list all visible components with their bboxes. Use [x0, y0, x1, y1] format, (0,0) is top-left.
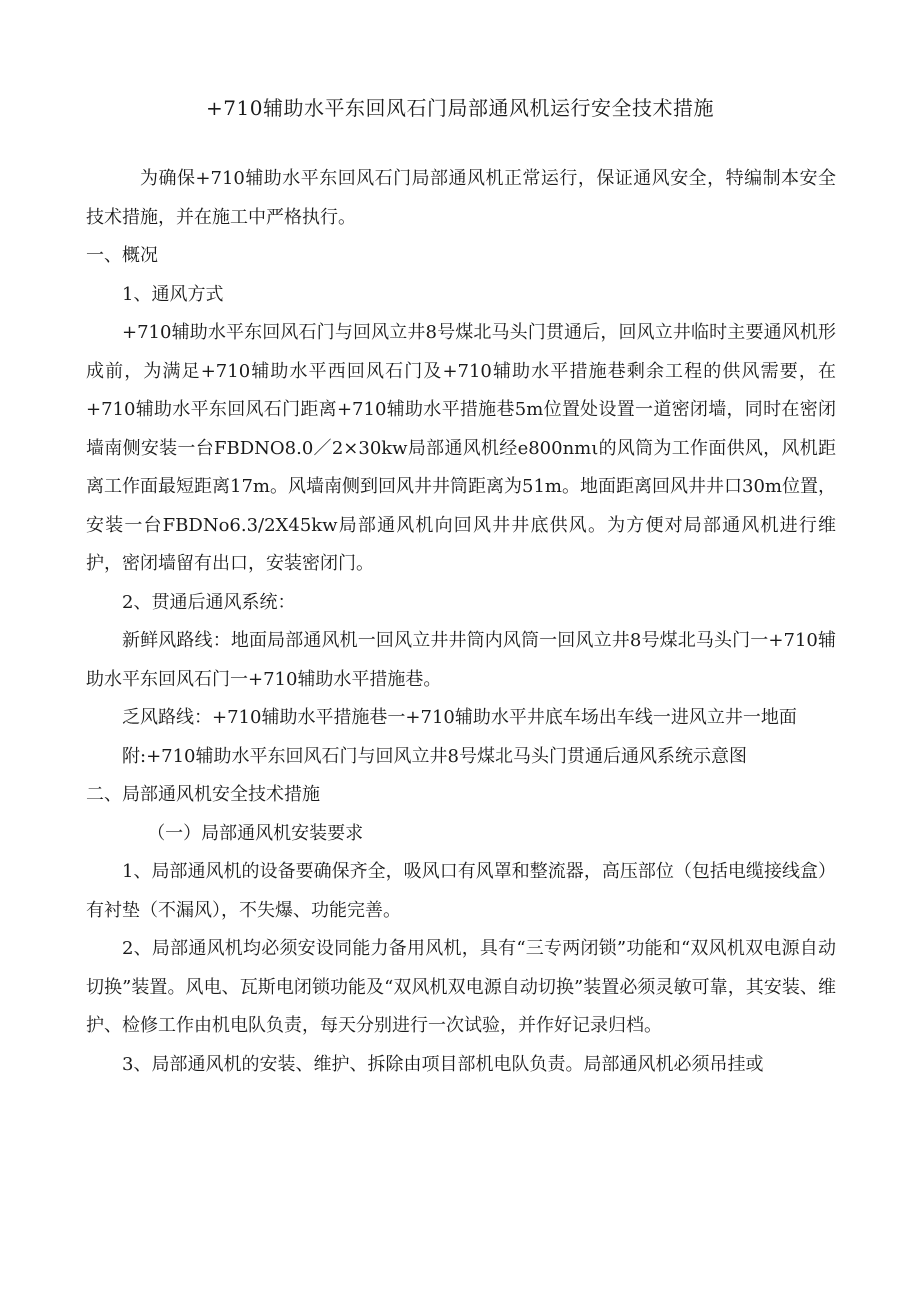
subheading-installation-requirements: （一）局部通风机安装要求 — [147, 822, 364, 844]
requirement-item-3: 3、局部通风机的安装、维护、拆除由项目部机电队负责。局部通风机必须吊挂或 — [122, 1053, 764, 1075]
document-body — [86, 160, 836, 1084]
document-title: +710辅助水平东回风石门局部通风机运行安全技术措施 — [206, 96, 714, 120]
ventilation-method-paragraph: +710辅助水平东回风石门与回风立井8号煤北马头门贯通后，回风立井临时主要通风机形成前，为满足+710辅助水平西回风石门及+710辅助水平措施巷剩余工程的供风需要，在+710辅助水平东回风石门距离+710辅助水平措施巷5m位置处设置一道密闭墙，同时在密闭墙南侧安装一台FBDNO8.0／2×30kw局部通风机经e800nmι的风筒为工作面供风，风机距离工作面最短距离17m。风墙南侧到回风井井筒距离为51m。地面距离回风井井口30m位置，安装一台FBDNo6.3/2X45kw局部通风机向回风井井底供风。为方便对局部通风机进行维护，密闭墙留有出口，安装密闭门。 — [86, 322, 836, 574]
subheading-ventilation-method: 1、通风方式 — [122, 283, 224, 305]
requirement-item-2: 2、局部通风机均必须安设同能力备用风机，具有“三专两闭锁”功能和“双风机双电源自动切换”装置。风电、瓦斯电闭锁功能及“双风机双电源自动切换”装置必须灵敏可靠，其安装、维护、检修工作由机电队负责，每天分别进行一次试验，并作好记录归档。 — [86, 938, 836, 1036]
section-heading-overview: 一、概况 — [86, 245, 158, 266]
requirement-item-1: 1、局部通风机的设备要确保齐全，吸风口有风罩和整流器，高压部位（包括电缆接线盒）有衬垫（不漏风），不失爆、功能完善。 — [86, 861, 836, 921]
attachment-note: 附:+710辅助水平东回风石门与回风立井8号煤北马头门贯通后通风系统示意图 — [122, 745, 747, 767]
subheading-ventilation-system: 2、贯通后通风系统： — [122, 591, 296, 613]
return-air-route-paragraph: 乏风路线：+710辅助水平措施巷一+710辅助水平井底车场出车线一进风立井一地面 — [122, 707, 797, 728]
fresh-air-route-paragraph: 新鲜风路线：地面局部通风机一回风立井井筒内风筒一回风立井8号煤北马头门一+710辅助水平东回风石门一+710辅助水平措施巷。 — [86, 630, 836, 690]
intro-paragraph: 为确保+710辅助水平东回风石门局部通风机正常运行，保证通风安全，特编制本安全技术措施，并在施工中严格执行。 — [86, 168, 836, 228]
section-heading-safety-measures: 二、局部通风机安全技术措施 — [86, 784, 320, 805]
